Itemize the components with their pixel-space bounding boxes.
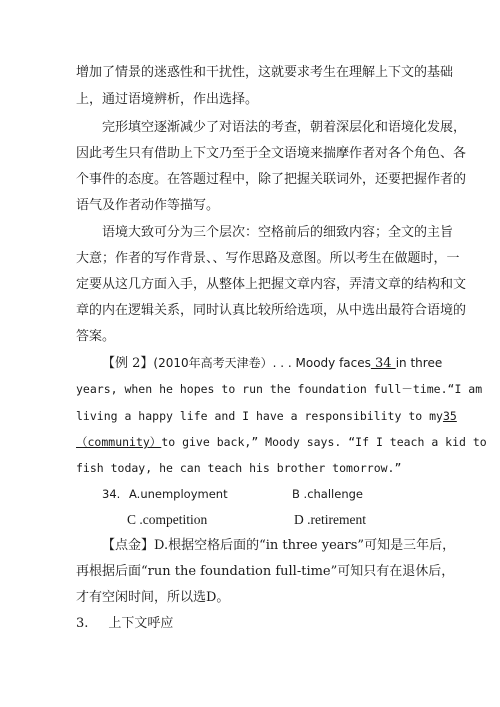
section-number: 3. [76, 616, 89, 631]
text-line: 定要从这几方面入手，从整体上把握文章内容，弄清文章的结构和文 [76, 277, 467, 292]
section-title: 上下文呼应 [108, 616, 174, 631]
example-heading-line [102, 354, 443, 373]
example-line: years, when he hopes to run the foundation full－time.“I am [76, 382, 483, 396]
answer-line: 再根据后面“run the foundation full-time”可知只有在退休后， [76, 564, 455, 579]
example-text: to give back,” Moody says. “If I teach a kid to [161, 435, 487, 449]
option-b: B .challenge [292, 487, 363, 501]
text-line: 答案。 [76, 329, 116, 344]
blank-35: 35 [442, 409, 457, 423]
text-line: 上，通过语境辨析，作出选择。 [76, 92, 259, 107]
answer-line: 才有空闲时间，所以选D。 [76, 590, 230, 605]
example-label: 【例 2】 [102, 356, 154, 371]
blank-34: 34 [370, 356, 396, 371]
text-line: 章的内在逻辑关系，同时认真比较所给选项，从中选出最符合语境的 [76, 303, 467, 318]
option-d: D .retirement [294, 512, 366, 527]
text-line: 大意；作者的写作背景、、写作思路及意图。所以考生在做题时，一 [76, 251, 460, 266]
blank-35-hint: （community） [76, 435, 162, 449]
example-line [76, 433, 487, 451]
option-a: A.unemployment [129, 487, 228, 501]
text-line: 语境大致可分为三个层次：空格前后的细致内容；全文的主旨 [102, 225, 454, 240]
section-heading [76, 615, 428, 633]
example-source: (2010年高考天津卷）. . . Moody faces [153, 356, 371, 370]
text-line: 增加了情景的迷惑性和干扰性，这就要求考生在理解上下文的基础 [76, 65, 454, 80]
example-line: fish today, he can teach his brother tomorrow.” [76, 461, 402, 475]
example-text: in three [395, 356, 443, 370]
text-line: 个事件的态度。在答题过程中，除了把握关联词外，还要把握作者的 [76, 172, 467, 187]
answer-label: 【点金】 [102, 538, 155, 553]
text-line: 语气及作者动作等描写。 [76, 198, 220, 213]
answer-line [102, 537, 456, 555]
question-number: 34. [102, 487, 121, 501]
example-text: living a happy life and I have a responsibility to my [76, 409, 443, 423]
text-line: 因此考生只有借助上下文乃至于全文语境来揣摩作者对各个角色、各 [76, 146, 467, 161]
answer-text: D.根据空格后面的“in three years”可知是三年后， [154, 538, 456, 553]
option-c: C .competition [127, 512, 208, 527]
text-line: 完形填空逐渐减少了对语法的考查，朝着深层化和语境化发展， [102, 120, 467, 135]
example-line [76, 407, 457, 425]
